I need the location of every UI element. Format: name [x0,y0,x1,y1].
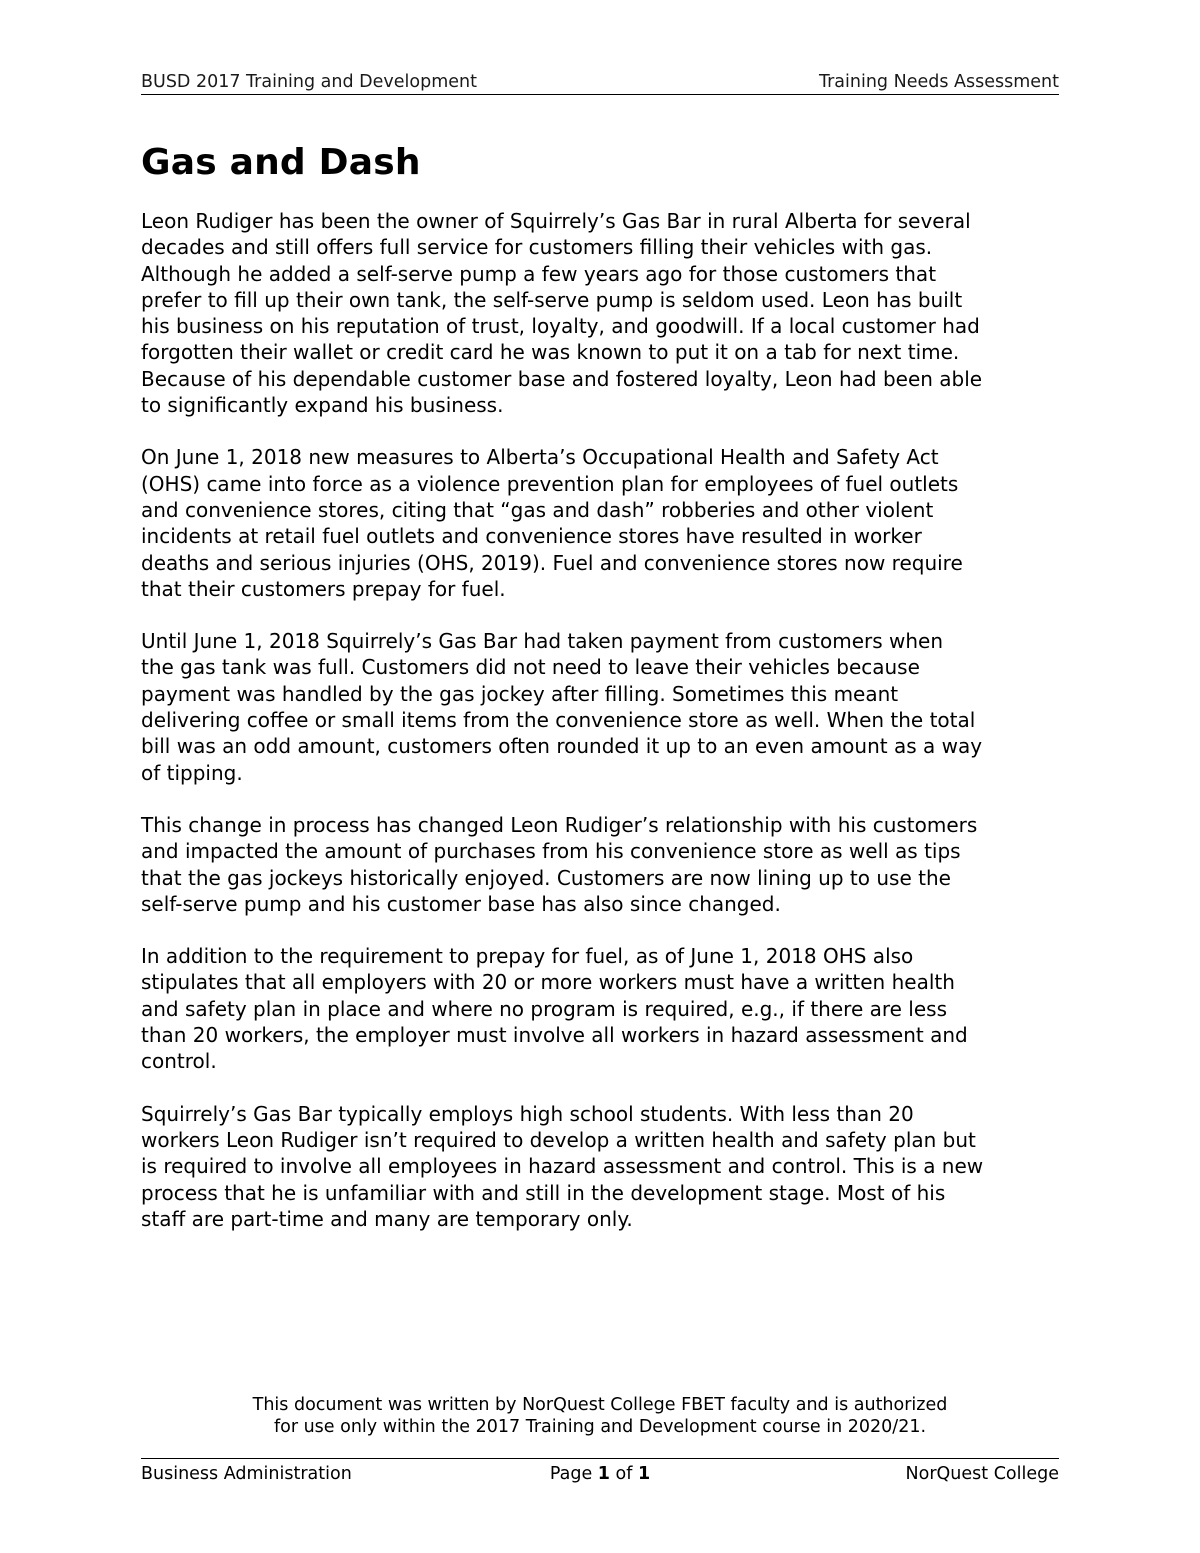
paragraph-6: Squirrely’s Gas Bar typically employs high school students. With less than 20 workers Leon Rudiger isn’t required to develop a written health and safety plan but is required to involve all employees in hazard assessment and control. This is a new process that he is unfamiliar with and still in the development stage. Most of his staff are part-time and many are temporary only. [141,1101,984,1231]
paragraph-5: In addition to the requirement to prepay for fuel, as of June 1, 2018 OHS also stipulates that all employers with 20 or more workers must have a written health and safety plan in place and where no program is required, e.g., if there are less than 20 workers, the employer must involve all workers in hazard assessment and control. [141,944,968,1074]
page-footer [141,1458,1059,1487]
footer-institution: NorQuest College [905,1464,1059,1484]
page-header [141,70,1059,95]
header-section-title: Training Needs Assessment [818,72,1059,92]
document-body [141,208,1059,1258]
page-number-current: 1 [597,1464,610,1484]
page-number-prefix: Page [549,1464,598,1484]
paragraph-4: This change in process has changed Leon Rudiger’s relationship with his customers and impacted the amount of purchases from his convenience store as well as tips that the gas jockeys historically enjoyed. Customers are now lining up to use the self-serve pump and his customer base has also since changed. [141,812,978,916]
page-number-of: of [609,1464,638,1484]
paragraph-2: On June 1, 2018 new measures to Alberta’s Occupational Health and Safety Act (OHS) came into force as a violence prevention plan for employees of fuel outlets and convenience stores, citing that “gas and dash” robberies and other violent incidents at retail fuel outlets and convenience stores have resulted in worker deaths and serious injuries (OHS, 2019). Fuel and convenience stores now require that their customers prepay for fuel. [141,445,963,601]
authorization-note [141,1394,1059,1438]
paragraph-3: Until June 1, 2018 Squirrely’s Gas Bar had taken payment from customers when the gas tank was full. Customers did not need to leave their vehicles because payment was handled by the gas jockey after filling. Sometimes this meant delivering coffee or small items from the convenience store as well. When the total bill was an odd amount, customers often rounded it up to an even amount as a way of tipping. [141,629,983,785]
paragraph-1: Leon Rudiger has been the owner of Squirrely’s Gas Bar in rural Alberta for several decades and still offers full service for customers filling their vehicles with gas. Although he added a self-serve pump a few years ago for those customers that prefer to fill up their own tank, the self-serve pump is seldom used. Leon has built his business on his reputation of trust, loyalty, and goodwill. If a local customer had forgotten their wallet or credit card he was known to put it on a tab for next time. Because of his dependable customer base and fostered loyalty, Leon had been able to significantly expand his business. [141,209,983,418]
footer-department: Business Administration [141,1464,352,1484]
authorization-note-line-2: for use only within the 2017 Training and Development course in 2020/21. [273,1417,927,1437]
header-course-title: BUSD 2017 Training and Development [141,72,477,92]
authorization-note-line-1: This document was written by NorQuest College FBET faculty and is authorized [252,1395,948,1415]
page-number-total: 1 [637,1464,651,1484]
document-title: Gas and Dash [141,142,421,183]
